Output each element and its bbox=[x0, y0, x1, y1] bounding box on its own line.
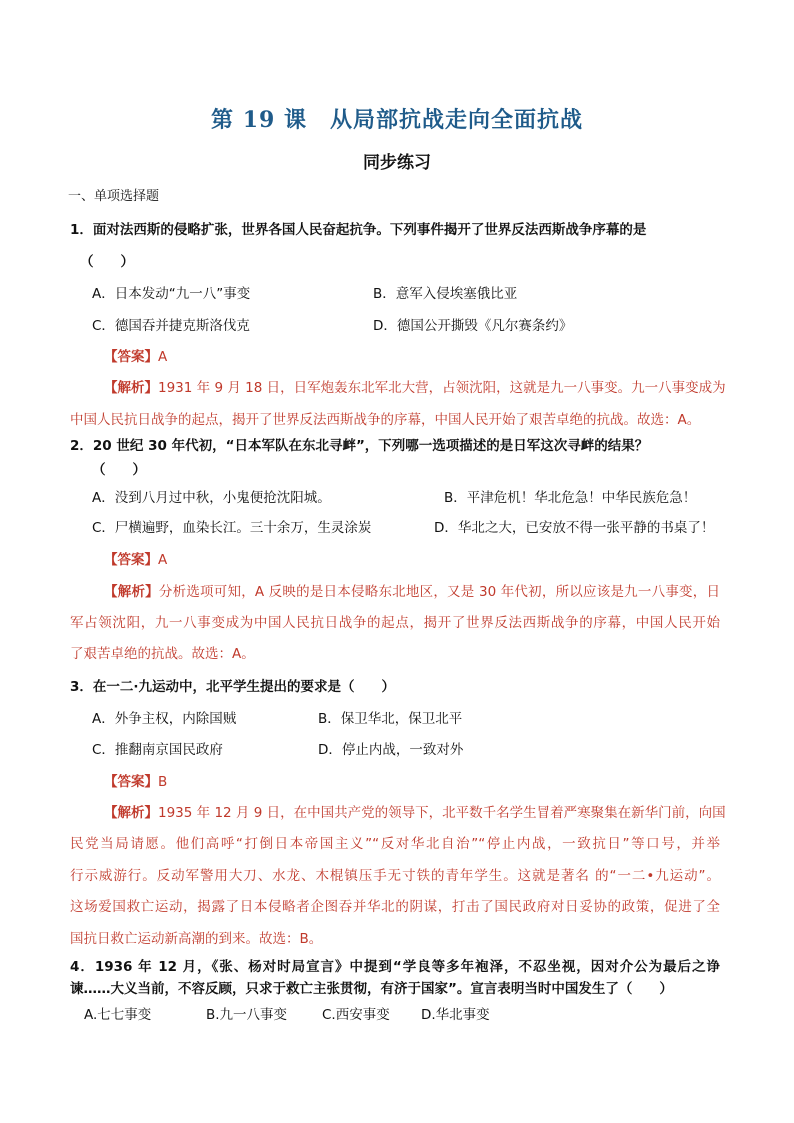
answer-value: A bbox=[158, 349, 168, 365]
answer-tag: 【答案】 bbox=[104, 349, 158, 365]
question-3-option-a: A．外争主权，内除国贼 bbox=[92, 711, 237, 727]
answer-tag: 【答案】 bbox=[104, 774, 158, 790]
question-4-stem-line-2: 谏……大义当前，不容反顾，只求于救亡主张贯彻，有济于国家”。宣言表明当时中国发生了（ ） bbox=[70, 981, 673, 997]
analysis-tag: 【解析】 bbox=[104, 584, 159, 600]
question-3-analysis-line-5: 国抗日救亡运动新高潮的到来。故选：B。 bbox=[70, 931, 323, 947]
question-4-option-a: A.七七事变 bbox=[84, 1007, 152, 1023]
question-2-paren: （ ） bbox=[92, 462, 146, 478]
answer-value: B bbox=[158, 774, 168, 790]
question-3-option-b: B．保卫华北，保卫北平 bbox=[318, 711, 463, 727]
question-3-analysis-line-4: 这场爱国救亡运动，揭露了日本侵略者企图吞并华北的阴谋，打击了国民政府对日妥协的政策，促进了全 bbox=[70, 899, 720, 915]
question-1-option-b: B．意军入侵埃塞俄比亚 bbox=[373, 286, 518, 302]
lesson-title: 第 19 课 从局部抗战走向全面抗战 bbox=[211, 107, 583, 133]
question-3-option-c: C．推翻南京国民政府 bbox=[92, 742, 223, 758]
question-2-option-a: A．没到八月过中秋，小鬼便抢沈阳城。 bbox=[92, 490, 331, 506]
question-2-stem: 2．20 世纪 30 年代初，“日本军队在东北寻衅”，下列哪一选项描述的是日军这次寻衅的结果？ bbox=[70, 438, 649, 454]
question-1-paren: （ ） bbox=[80, 254, 134, 270]
question-2-analysis-line-1: 【解析】分析选项可知，A 反映的是日本侵略东北地区，又是 30 年代初，所以应该是九一八事变，日 bbox=[104, 584, 720, 600]
question-2-analysis-line-2: 军占领沈阳，九一八事变成为中国人民抗日战争的起点，揭开了世界反法西斯战争的序幕，中国人民开始 bbox=[70, 615, 720, 631]
question-2-option-d: D．华北之大，已安放不得一张平静的书桌了！ bbox=[434, 520, 715, 536]
question-2-option-c: C．尸横遍野，血染长江。三十余万，生灵涂炭 bbox=[92, 520, 372, 536]
question-3-option-d: D．停止内战，一致对外 bbox=[318, 742, 464, 758]
answer-value: A bbox=[158, 552, 168, 568]
question-3-analysis-line-1: 【解析】1935 年 12 月 9 日，在中国共产党的领导下，北平数千名学生冒着严寒聚集在新华门前，向国 bbox=[104, 805, 726, 821]
question-2-answer bbox=[104, 548, 167, 568]
question-4-option-b: B.九一八事变 bbox=[206, 1007, 288, 1023]
question-1-answer bbox=[104, 345, 167, 365]
question-1-analysis-line-1: 【解析】1931 年 9 月 18 日，日军炮轰东北军北大营，占领沈阳，这就是九一八事变。九一八事变成为 bbox=[104, 380, 726, 396]
question-2-option-b: B．平津危机！华北危急！中华民族危急！ bbox=[444, 490, 697, 506]
question-3-answer bbox=[104, 770, 167, 790]
question-1-stem: 1．面对法西斯的侵略扩张，世界各国人民奋起抗争。下列事件揭开了世界反法西斯战争序幕的是 bbox=[70, 222, 647, 238]
question-4-stem-line-1: 4．1936 年 12 月，《张、杨对时局宣言》中提到“学良等多年袍泽，不忍坐视，因对介公为最后之诤 bbox=[70, 959, 720, 975]
lesson-subtitle: 同步练习 bbox=[363, 153, 431, 173]
question-3-analysis-line-3: 行示威游行。反动军警用大刀、水龙、木棍镇压手无寸铁的青年学生。这就是著名 的“一二•九运动”。 bbox=[70, 868, 720, 884]
question-3-stem: 3．在一二·九运动中，北平学生提出的要求是（ ） bbox=[70, 679, 396, 695]
answer-tag: 【答案】 bbox=[104, 552, 158, 568]
analysis-tag: 【解析】 bbox=[104, 805, 158, 821]
question-1-analysis-line-2: 中国人民抗日战争的起点，揭开了世界反法西斯战争的序幕，中国人民开始了艰苦卓绝的抗战。故选：A。 bbox=[70, 412, 701, 428]
question-3-analysis-line-2: 民党当局请愿。他们高呼“打倒日本帝国主义”“反对华北自治”“停止内战，一致抗日”等口号，并举 bbox=[70, 836, 720, 852]
question-4-option-d: D.华北事变 bbox=[421, 1007, 490, 1023]
section-heading: 一、单项选择题 bbox=[68, 189, 160, 204]
question-2-analysis-line-3: 了艰苦卓绝的抗战。故选：A。 bbox=[70, 646, 255, 662]
question-1-option-c: C．德国吞并捷克斯洛伐克 bbox=[92, 318, 250, 334]
analysis-tag: 【解析】 bbox=[104, 380, 158, 396]
question-4-option-c: C.西安事变 bbox=[322, 1007, 390, 1023]
question-1-option-a: A．日本发动“九一八”事变 bbox=[92, 286, 251, 302]
question-1-option-d: D．德国公开撕毁《凡尔赛条约》 bbox=[373, 318, 573, 334]
